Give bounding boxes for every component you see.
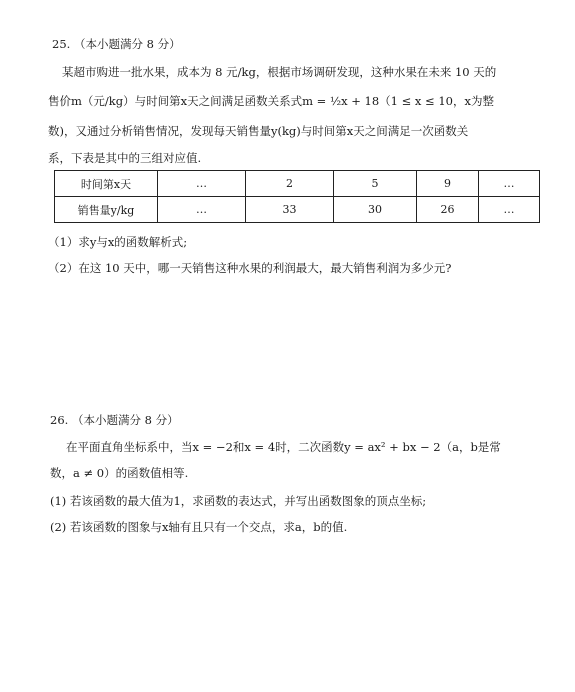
question-25-line-4: 系，下表是其中的三组对应值.: [48, 151, 202, 165]
table-cell: …: [158, 197, 246, 223]
question-25-line-2: 售价m（元/kg）与时间第x天之间满足函数关系式m = ½x + 18（1 ≤ x ≤ 10，x为整: [48, 94, 494, 108]
question-25-part-1: （1）求y与x的函数解析式;: [48, 235, 188, 249]
table-header-cell: 销售量y/kg: [55, 197, 158, 223]
table-cell: 5: [334, 171, 417, 197]
question-26-part-2: (2) 若该函数的图象与x轴有且只有一个交点，求a，b的值.: [50, 520, 348, 534]
question-25-line-3: 数)，又通过分析销售情况，发现每天销售量y(kg)与时间第x天之间满足一次函数关: [48, 124, 469, 138]
table-cell: 26: [417, 197, 479, 223]
question-25-part-2: （2）在这 10 天中，哪一天销售这种水果的利润最大，最大销售利润为多少元?: [48, 261, 452, 275]
table-row: [55, 197, 540, 223]
table-header-cell: 时间第x天: [55, 171, 158, 197]
table-cell: …: [158, 171, 246, 197]
question-26-line-2: 数，a ≠ 0）的函数值相等.: [50, 466, 189, 480]
table-cell: 30: [334, 197, 417, 223]
question-25-line-1: 某超市购进一批水果，成本为 8 元/kg，根据市场调研发现，这种水果在未来 10 天的: [62, 65, 497, 79]
table-cell: 2: [246, 171, 334, 197]
question-26-part-1: (1) 若该函数的最大值为1，求函数的表达式，并写出函数图象的顶点坐标;: [50, 494, 427, 508]
table-cell: 9: [417, 171, 479, 197]
table-cell: 33: [246, 197, 334, 223]
question-25-header: 25. （本小题满分 8 分）: [52, 37, 181, 51]
question-25-data-table: [54, 170, 540, 223]
table-cell: …: [479, 171, 540, 197]
table-cell: …: [479, 197, 540, 223]
question-26-header: 26. （本小题满分 8 分）: [50, 413, 179, 427]
question-26-line-1: 在平面直角坐标系中，当x = −2和x = 4时，二次函数y = ax² + bx − 2（a，b是常: [66, 440, 501, 454]
faint-watermark-stamp: [258, 262, 316, 278]
table-row: [55, 171, 540, 197]
